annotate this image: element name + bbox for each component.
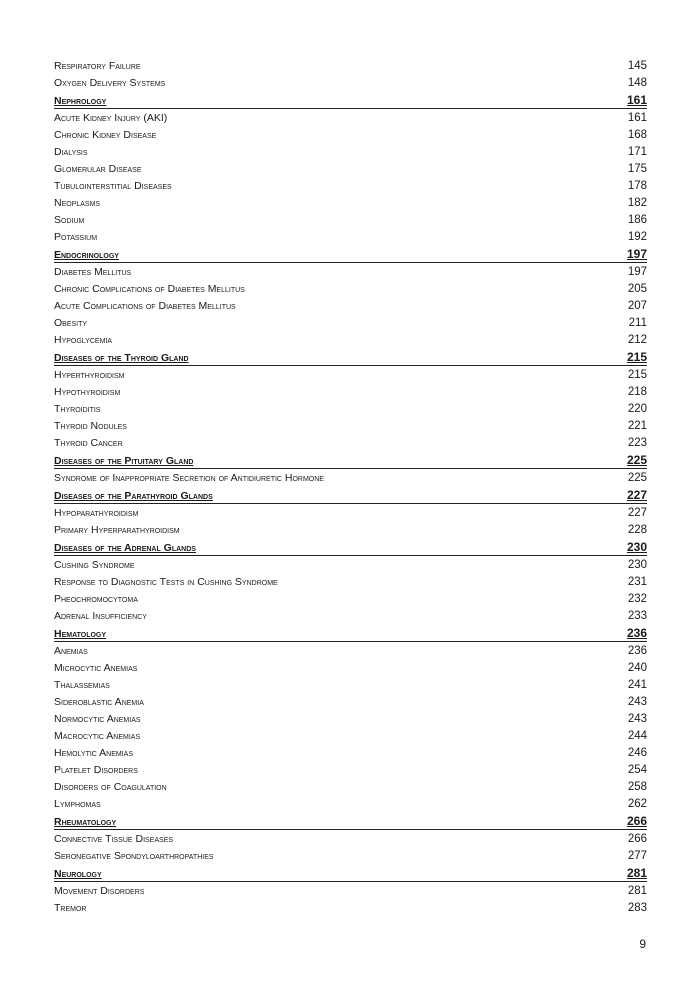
toc-entry-title: Platelet Disorders bbox=[54, 764, 138, 776]
toc-entry-page: 197 bbox=[627, 266, 647, 278]
toc-entry[interactable] bbox=[54, 127, 647, 144]
toc-entry[interactable] bbox=[54, 75, 647, 92]
toc-entry-title: Nephrology bbox=[54, 95, 107, 107]
toc-entry[interactable] bbox=[54, 315, 647, 332]
toc-entry-page: 168 bbox=[627, 129, 647, 141]
toc-section-heading[interactable] bbox=[54, 487, 647, 504]
toc-entry-title: Disorders of Coagulation bbox=[54, 781, 167, 793]
toc-entry[interactable] bbox=[54, 178, 647, 195]
toc-section-heading[interactable] bbox=[54, 246, 647, 263]
toc-section-heading[interactable] bbox=[54, 625, 647, 642]
toc-entry[interactable] bbox=[54, 298, 647, 315]
toc-entry-title: Hematology bbox=[54, 628, 107, 640]
toc-entry-title: Tremor bbox=[54, 902, 87, 914]
toc-entry[interactable] bbox=[54, 848, 647, 865]
toc-entry-page: 207 bbox=[627, 300, 647, 312]
toc-section-heading[interactable] bbox=[54, 813, 647, 830]
toc-entry-title: Lymphomas bbox=[54, 798, 101, 810]
toc-entry-page: 236 bbox=[626, 626, 647, 640]
toc-entry[interactable] bbox=[54, 384, 647, 401]
toc-entry-page: 223 bbox=[627, 437, 647, 449]
toc-entry-title: Hypoparathyroidism bbox=[54, 507, 139, 519]
toc-entry-title: Hypothyroidism bbox=[54, 386, 121, 398]
toc-entry-page: 148 bbox=[627, 77, 647, 89]
toc-entry-page: 205 bbox=[627, 283, 647, 295]
toc-entry[interactable] bbox=[54, 574, 647, 591]
toc-entry-page: 197 bbox=[626, 247, 647, 261]
toc-entry[interactable] bbox=[54, 110, 647, 127]
toc-entry[interactable] bbox=[54, 796, 647, 813]
toc-entry-page: 182 bbox=[627, 197, 647, 209]
toc-entry-title: Potassium bbox=[54, 231, 98, 243]
toc-entry-page: 225 bbox=[626, 453, 647, 467]
toc-entry-title: Macrocytic Anemias bbox=[54, 730, 141, 742]
toc-entry-page: 227 bbox=[627, 507, 647, 519]
toc-entry-page: 246 bbox=[627, 747, 647, 759]
toc-entry[interactable] bbox=[54, 401, 647, 418]
toc-entry-title: Syndrome of Inappropriate Secretion of Antidiuretic Hormone bbox=[54, 472, 324, 484]
toc-entry[interactable] bbox=[54, 677, 647, 694]
toc-entry-page: 211 bbox=[628, 317, 647, 329]
toc-entry-page: 266 bbox=[626, 814, 647, 828]
toc-entry-page: 266 bbox=[627, 833, 647, 845]
toc-entry-page: 236 bbox=[627, 645, 647, 657]
toc-entry[interactable] bbox=[54, 367, 647, 384]
toc-entry-title: Movement Disorders bbox=[54, 885, 145, 897]
toc-entry-title: Thyroid Cancer bbox=[54, 437, 123, 449]
toc-entry-page: 230 bbox=[627, 559, 647, 571]
toc-entry-page: 243 bbox=[627, 696, 647, 708]
toc-entry-page: 283 bbox=[627, 902, 647, 914]
toc-entry[interactable] bbox=[54, 728, 647, 745]
toc-entry-title: Anemias bbox=[54, 645, 88, 657]
toc-entry[interactable] bbox=[54, 435, 647, 452]
toc-entry[interactable] bbox=[54, 831, 647, 848]
toc-entry-page: 244 bbox=[627, 730, 647, 742]
toc-entry-title: Thyroiditis bbox=[54, 403, 101, 415]
toc-entry-title: Pheochromocytoma bbox=[54, 593, 138, 605]
toc-entry-title: Adrenal Insufficiency bbox=[54, 610, 147, 622]
toc-entry-page: 215 bbox=[627, 369, 647, 381]
toc-entry-title: Acute Complications of Diabetes Mellitus bbox=[54, 300, 236, 312]
toc-entry-title: Hemolytic Anemias bbox=[54, 747, 134, 759]
toc-entry[interactable] bbox=[54, 608, 647, 625]
toc-entry-page: 161 bbox=[627, 112, 647, 124]
toc-entry-page: 258 bbox=[627, 781, 647, 793]
toc-entry[interactable] bbox=[54, 281, 647, 298]
toc-entry-title: Diseases of the Adrenal Glands bbox=[54, 542, 196, 554]
toc-entry-title: Hypoglycemia bbox=[54, 334, 113, 346]
toc-section-heading[interactable] bbox=[54, 865, 647, 882]
toc-section-heading[interactable] bbox=[54, 539, 647, 556]
toc-entry-page: 281 bbox=[626, 866, 647, 880]
toc-entry-title: Thalassemias bbox=[54, 679, 110, 691]
toc-entry-title: Response to Diagnostic Tests in Cushing Syndrome bbox=[54, 576, 278, 588]
toc-entry[interactable] bbox=[54, 711, 647, 728]
toc-entry[interactable] bbox=[54, 505, 647, 522]
toc-entry-title: Acute Kidney Injury (AKI) bbox=[54, 112, 168, 124]
toc-entry[interactable] bbox=[54, 144, 647, 161]
toc-entry[interactable] bbox=[54, 470, 647, 487]
toc-entry-page: 145 bbox=[627, 60, 647, 72]
toc-entry[interactable] bbox=[54, 643, 647, 660]
toc-entry[interactable] bbox=[54, 332, 647, 349]
toc-entry[interactable] bbox=[54, 195, 647, 212]
toc-entry-page: 192 bbox=[627, 231, 647, 243]
toc-entry-page: 231 bbox=[627, 576, 647, 588]
toc-entry-title: Diseases of the Pituitary Gland bbox=[54, 455, 194, 467]
toc-entry-page: 281 bbox=[627, 885, 647, 897]
toc-entry[interactable] bbox=[54, 745, 647, 762]
toc-entry[interactable] bbox=[54, 779, 647, 796]
toc-entry-title: Obesity bbox=[54, 317, 88, 329]
toc-entry-title: Cushing Syndrome bbox=[54, 559, 135, 571]
table-of-contents bbox=[54, 58, 647, 917]
toc-entry[interactable] bbox=[54, 229, 647, 246]
toc-section-heading[interactable] bbox=[54, 349, 647, 366]
toc-entry-page: 186 bbox=[627, 214, 647, 226]
toc-entry-page: 178 bbox=[627, 180, 647, 192]
toc-entry[interactable] bbox=[54, 264, 647, 281]
toc-entry-title: Endocrinology bbox=[54, 249, 119, 261]
toc-entry-page: 161 bbox=[626, 93, 647, 107]
toc-entry[interactable] bbox=[54, 660, 647, 677]
toc-entry-page: 277 bbox=[627, 850, 647, 862]
toc-entry-page: 220 bbox=[627, 403, 647, 415]
toc-entry-title: Diabetes Mellitus bbox=[54, 266, 132, 278]
toc-entry-title: Sideroblastic Anemia bbox=[54, 696, 144, 708]
toc-entry[interactable] bbox=[54, 418, 647, 435]
toc-entry-title: Respiratory Failure bbox=[54, 60, 141, 72]
toc-entry-title: Diseases of the Parathyroid Glands bbox=[54, 490, 213, 502]
toc-entry-title: Chronic Complications of Diabetes Mellitus bbox=[54, 283, 245, 295]
toc-entry[interactable] bbox=[54, 522, 647, 539]
toc-entry[interactable] bbox=[54, 557, 647, 574]
toc-entry-title: Microcytic Anemias bbox=[54, 662, 138, 674]
toc-entry-title: Rheumatology bbox=[54, 816, 117, 828]
toc-entry-title: Tubulointerstitial Diseases bbox=[54, 180, 172, 192]
toc-entry-title: Hyperthyroidism bbox=[54, 369, 125, 381]
toc-entry[interactable] bbox=[54, 212, 647, 229]
toc-section-heading[interactable] bbox=[54, 452, 647, 469]
toc-entry-title: Neoplasms bbox=[54, 197, 101, 209]
toc-entry[interactable] bbox=[54, 591, 647, 608]
toc-entry-title: Glomerular Disease bbox=[54, 163, 142, 175]
toc-entry-page: 240 bbox=[627, 662, 647, 674]
toc-entry[interactable] bbox=[54, 900, 647, 917]
toc-entry-title: Diseases of the Thyroid Gland bbox=[54, 352, 189, 364]
toc-entry-page: 218 bbox=[627, 386, 647, 398]
toc-entry-title: Normocytic Anemias bbox=[54, 713, 141, 725]
toc-entry-title: Oxygen Delivery Systems bbox=[54, 77, 166, 89]
toc-entry-page: 241 bbox=[627, 679, 647, 691]
toc-entry[interactable] bbox=[54, 762, 647, 779]
toc-entry-page: 233 bbox=[627, 610, 647, 622]
toc-entry-page: 262 bbox=[627, 798, 647, 810]
toc-entry[interactable] bbox=[54, 694, 647, 711]
toc-entry-page: 232 bbox=[627, 593, 647, 605]
toc-entry-title: Chronic Kidney Disease bbox=[54, 129, 157, 141]
toc-entry-title: Dialysis bbox=[54, 146, 88, 158]
toc-entry-page: 243 bbox=[627, 713, 647, 725]
toc-entry-page: 221 bbox=[627, 420, 647, 432]
toc-entry-page: 230 bbox=[626, 540, 647, 554]
toc-entry-page: 225 bbox=[627, 472, 647, 484]
toc-entry-title: Connective Tissue Diseases bbox=[54, 833, 174, 845]
toc-entry-title: Thyroid Nodules bbox=[54, 420, 127, 432]
toc-entry[interactable] bbox=[54, 58, 647, 75]
page-number: 9 bbox=[639, 937, 646, 951]
toc-section-heading[interactable] bbox=[54, 92, 647, 109]
toc-entry-page: 171 bbox=[627, 146, 647, 158]
toc-entry-page: 212 bbox=[627, 334, 647, 346]
toc-entry-title: Neurology bbox=[54, 868, 102, 880]
toc-entry[interactable] bbox=[54, 161, 647, 178]
toc-entry-title: Seronegative Spondyloarthropathies bbox=[54, 850, 214, 862]
toc-entry-page: 175 bbox=[627, 163, 647, 175]
toc-entry-title: Primary Hyperparathyroidism bbox=[54, 524, 180, 536]
toc-entry-page: 228 bbox=[627, 524, 647, 536]
toc-entry[interactable] bbox=[54, 883, 647, 900]
toc-entry-title: Sodium bbox=[54, 214, 85, 226]
toc-entry-page: 254 bbox=[627, 764, 647, 776]
toc-entry-page: 215 bbox=[626, 350, 647, 364]
toc-entry-page: 227 bbox=[626, 488, 647, 502]
